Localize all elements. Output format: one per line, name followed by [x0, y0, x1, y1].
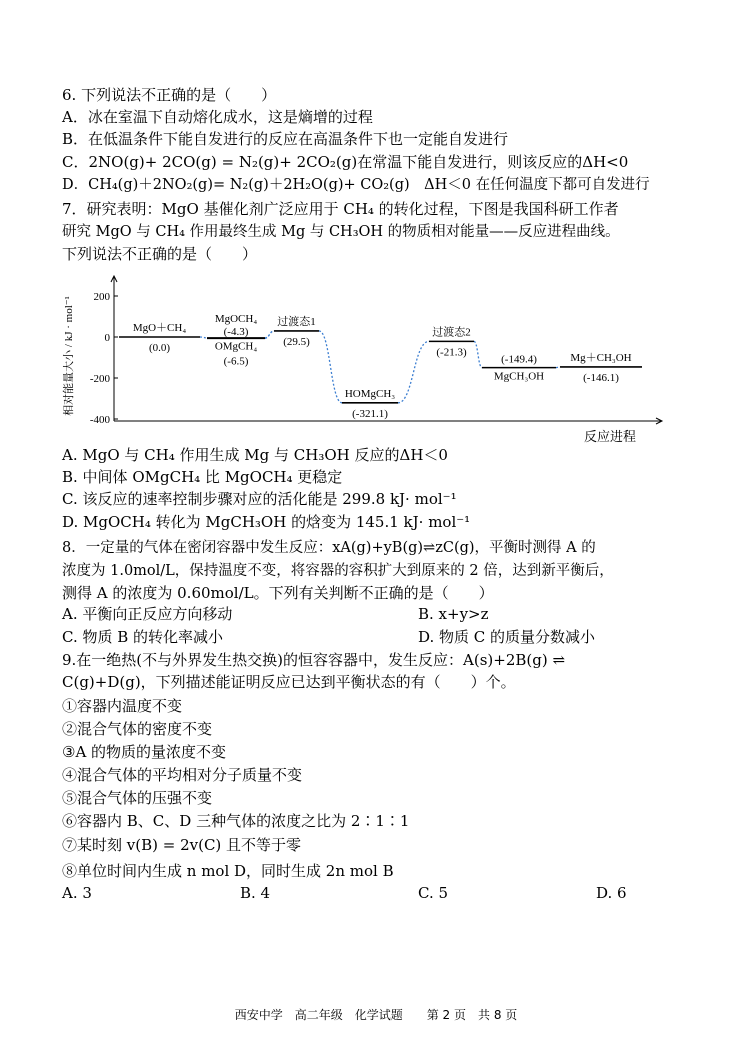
page-footer: 西安中学 高二年级 化学试题 第 2 页 共 8 页 [234, 1008, 518, 1022]
q6-option-d: D．CH₄(g)＋2NO₂(g)= N₂(g)＋2H₂O(g)+ CO₂(g) ΔH＜0 在任何温度下都可自发进行 [62, 177, 650, 193]
reaction-path-connector [200, 337, 207, 338]
q9-item: ④混合气体的平均相对分子质量不变 [62, 766, 303, 784]
y-tick-label: 0 [104, 332, 110, 344]
q9-stem-line1: 9.在一绝热(不与外界发生热交换)的恒容容器中，发生反应：A(s)+2B(g) ⇌ [62, 651, 566, 669]
q9-item: ⑤混合气体的压强不变 [62, 789, 213, 807]
state-name-label: OMgCH₄ [214, 340, 258, 353]
q7-option-a: A. MgO 与 CH₄ 作用生成 Mg 与 CH₃OH 反应的ΔH＜0 [62, 446, 448, 464]
q9-option-d: D. 6 [596, 884, 627, 902]
q8-stem-line3: 测得 A 的浓度为 0.60mol/L。下列有关判断不正确的是（ ） [62, 584, 494, 602]
y-axis-label: 相对能量大小 / kJ · mol⁻¹ [63, 296, 75, 416]
state-value-label: (29.5) [283, 335, 310, 348]
state-name-label: HOMgCH₃ [344, 387, 396, 400]
chart-marks [119, 313, 642, 420]
q8-option-c: C. 物质 B 的转化率减小 [62, 628, 224, 646]
q7-option-b: B. 中间体 OMgCH₄ 比 MgOCH₄ 更稳定 [62, 468, 343, 486]
q9-option-c: C. 5 [418, 884, 449, 902]
q9-option-b: B. 4 [240, 884, 271, 902]
q6-option-b: B．在低温条件下能自发进行的反应在高温条件下也一定能自发进行 [62, 130, 509, 148]
q9-item: ⑧单位时间内生成 n mol D，同时生成 2n mol B [62, 862, 394, 880]
reaction-path-connector [265, 331, 274, 338]
q8-option-a: A. 平衡向正反应方向移动 [62, 605, 233, 623]
y-tick-label: -200 [89, 373, 110, 385]
state-name-label: 过渡态1 [277, 315, 316, 328]
state-value-label: (-21.3) [436, 346, 467, 359]
y-tick-label: 200 [93, 291, 110, 303]
q9-item: ⑥容器内 B、C、D 三种气体的浓度之比为 2∶1∶1 [62, 812, 410, 830]
q7-stem-line3: 下列说法不正确的是（ ） [62, 245, 258, 263]
q9-option-a: A. 3 [62, 884, 92, 902]
q8-option-d: D. 物质 C 的质量分数减小 [418, 628, 596, 646]
state-value-label: (0.0) [148, 342, 171, 354]
state-value-label: (-149.4) [501, 353, 537, 366]
state-name-label: MgCH₃OH [493, 370, 545, 383]
state-value-label: (-6.5) [223, 355, 249, 368]
q6-option-c: C．2NO(g)+ 2CO(g) = N₂(g)+ 2CO₂(g)在常温下能自发进行，则该反应的ΔH<0 [62, 153, 629, 171]
q8-stem-line2: 浓度为 1.0mol/L，保持温度不变，将容器的容积扩大到原来的 2 倍，达到新平衡后， [62, 563, 614, 579]
q7-stem-line2: 研究 MgO 与 CH₄ 作用最终生成 Mg 与 CH₃OH 的物质相对能量——反应进程曲线。 [62, 224, 620, 240]
reaction-path-connector [398, 341, 429, 402]
state-name-label: MgO＋CH₄ [132, 322, 187, 334]
reaction-path-connector [556, 367, 560, 368]
x-axis-label: 反应进程 [583, 429, 637, 444]
q7-stem-line1: 7．研究表明：MgO 基催化剂广泛应用于 CH₄ 的转化过程，下图是我国科研工作者 [62, 200, 619, 218]
reaction-path-connector [319, 331, 342, 403]
state-name-label: 过渡态2 [432, 326, 471, 339]
q8-option-b: B. x+y>z [418, 605, 489, 623]
q9-item: ⑦某时刻 v(B) = 2v(C) 且不等于零 [62, 836, 302, 854]
q6-stem: 6. 下列说法不正确的是（ ） [62, 86, 277, 104]
reaction-path-connector [474, 341, 482, 367]
state-name-label: MgOCH₄ [214, 312, 258, 325]
q7-option-c: C. 该反应的速率控制步骤对应的活化能是 299.8 kJ· mol⁻¹ [62, 490, 457, 508]
q9-stem-line2: C(g)+D(g)，下列描述能证明反应已达到平衡状态的有（ ）个。 [62, 673, 516, 691]
q6-option-a: A．冰在室温下自动熔化成水，这是熵增的过程 [62, 108, 373, 126]
state-value-label: (-146.1) [583, 371, 619, 384]
y-tick-label: -400 [89, 414, 110, 426]
q7-option-d: D. MgOCH₄ 转化为 MgCH₃OH 的焓变为 145.1 kJ· mol⁻¹ [62, 513, 471, 531]
q9-item: ①容器内温度不变 [62, 697, 183, 715]
state-name-label: Mg＋CH₃OH [570, 351, 632, 364]
q9-item: ③A 的物质的量浓度不变 [62, 743, 227, 761]
energy-profile-chart [62, 268, 682, 448]
state-value-label: (-321.1) [352, 407, 388, 420]
q8-stem-line1: 8．一定量的气体在密闭容器中发生反应：xA(g)+yB(g)⇌zC(g)，平衡时测得 A 的 [62, 540, 596, 556]
state-value-label: (-4.3) [223, 325, 249, 338]
q9-item: ②混合气体的密度不变 [62, 720, 213, 738]
